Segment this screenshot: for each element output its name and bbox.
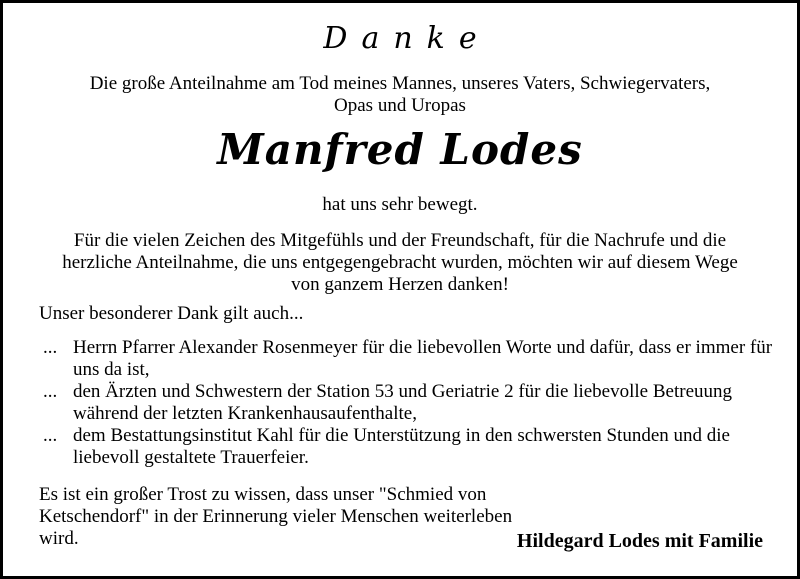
thanks-line-3: von ganzem Herzen danken! [291,274,509,295]
list-marker: ... [43,425,58,446]
thanks-line-1: Für die vielen Zeichen des Mitgefühls und der Freundschaft, für die Nachrufe und die [73,230,727,251]
closing-text: Es ist ein großer Trost zu wissen, dass unser "Schmied von Ketschendorf" in der Erinnerung vieler Menschen weiterleben wird. [39,484,513,549]
list-marker: ... [43,337,58,358]
moved-text: hat uns sehr bewegt. [322,194,478,215]
intro-line-1: Die große Anteilnahme am Tod meines Mannes, unseres Vaters, Schwiegervaters, [89,73,711,94]
list-item-text: dem Bestattungsinstitut Kahl für die Unterstützung in den schwersten Stunden und die liebevoll gestaltete Trauerfeier. [73,425,730,468]
list-item [43,337,773,381]
thanks-line-2: herzliche Anteilnahme, die uns entgegengebracht wurden, möchten wir auf diesem Wege [62,252,738,273]
list-item [43,381,773,425]
intro-line-2: Opas und Uropas [334,95,466,116]
list-marker: ... [43,381,58,402]
list-item-text: Herrn Pfarrer Alexander Rosenmeyer für die liebevollen Worte und dafür, dass er immer für uns da ist, [73,337,773,380]
special-thanks-intro: Unser besonderer Dank gilt auch... [39,303,304,324]
list-item-text: den Ärzten und Schwestern der Station 53 und Geriatrie 2 für die liebevolle Betreuung während der letzten Krankenhausaufenthalte, [73,381,732,424]
signature: Hildegard Lodes mit Familie [516,530,763,552]
heading-danke: Danke [323,21,491,56]
deceased-name: Manfred Lodes [217,125,583,174]
list-item [43,425,773,469]
